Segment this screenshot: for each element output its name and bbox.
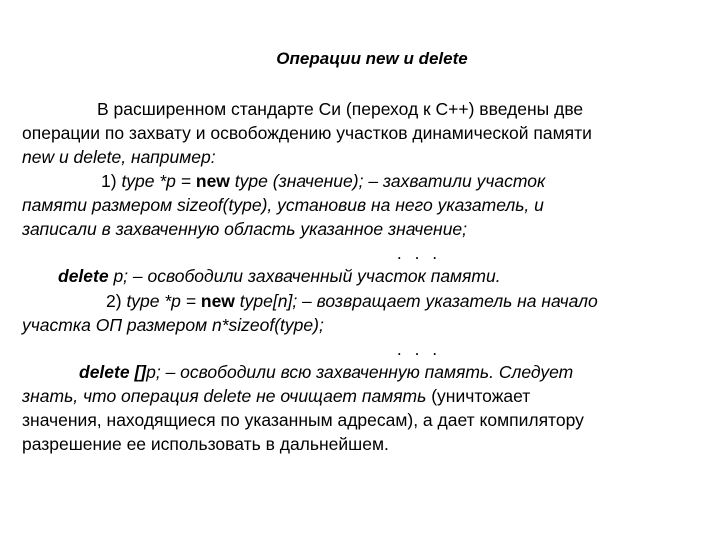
delete2-line2 — [22, 384, 530, 408]
ellipsis-2: . . . — [396, 339, 442, 359]
delete2-line2-plain: (уничтожает — [426, 386, 531, 406]
item2-rest: ]; – возвращает указатель на начало — [287, 291, 598, 311]
para1-line1: В расширенном стандарте Си (переход к С++) введены две — [97, 99, 584, 119]
item1-line1 — [101, 169, 545, 193]
delete1-keyword: delete — [58, 266, 109, 286]
item2-arg: n — [277, 291, 288, 311]
delete2-keyword: delete [] — [79, 362, 147, 382]
delete2-rest: p; – освободили всю захваченную память. Следует — [146, 362, 574, 382]
item1-code-a: type *p = — [121, 171, 196, 191]
item1-arg: значение — [278, 171, 353, 191]
delete2-line1 — [79, 360, 573, 384]
item1-line2: памяти размером sizeof(type), установив на него указатель, и — [22, 195, 544, 215]
item1-new-keyword: new — [195, 171, 230, 191]
item2-code-a: type *p = — [126, 291, 201, 311]
slide-title: Операции new и delete — [276, 49, 468, 68]
delete1-line — [58, 264, 501, 288]
para1-line3: new и delete, например: — [22, 147, 216, 167]
item1-code-b: type ( — [229, 171, 279, 191]
ellipsis-1: . . . — [396, 243, 442, 263]
item1-prefix: 1) — [101, 171, 122, 191]
delete2-line4: разрешение ее использовать в дальнейшем. — [22, 434, 389, 454]
item2-new-keyword: new — [200, 291, 235, 311]
para1-line2: операции по захвату и освобождению участков динамической памяти — [22, 123, 592, 143]
delete1-rest: p; – освободили захваченный участок памяти. — [108, 266, 501, 286]
delete2-line2-italic: знать, что операция delete не очищает память — [22, 386, 427, 406]
item2-code-b: type[ — [234, 291, 278, 311]
item2-line1 — [106, 289, 598, 313]
item2-line2: участка ОП размером n*sizeof(type); — [22, 315, 324, 335]
delete2-line3: значения, находящиеся по указанным адресам), а дает компилятору — [22, 410, 584, 430]
item1-line3: записали в захваченную область указанное значение; — [22, 219, 468, 239]
item1-rest: ); – захватили участок — [352, 171, 546, 191]
item2-prefix: 2) — [106, 291, 127, 311]
